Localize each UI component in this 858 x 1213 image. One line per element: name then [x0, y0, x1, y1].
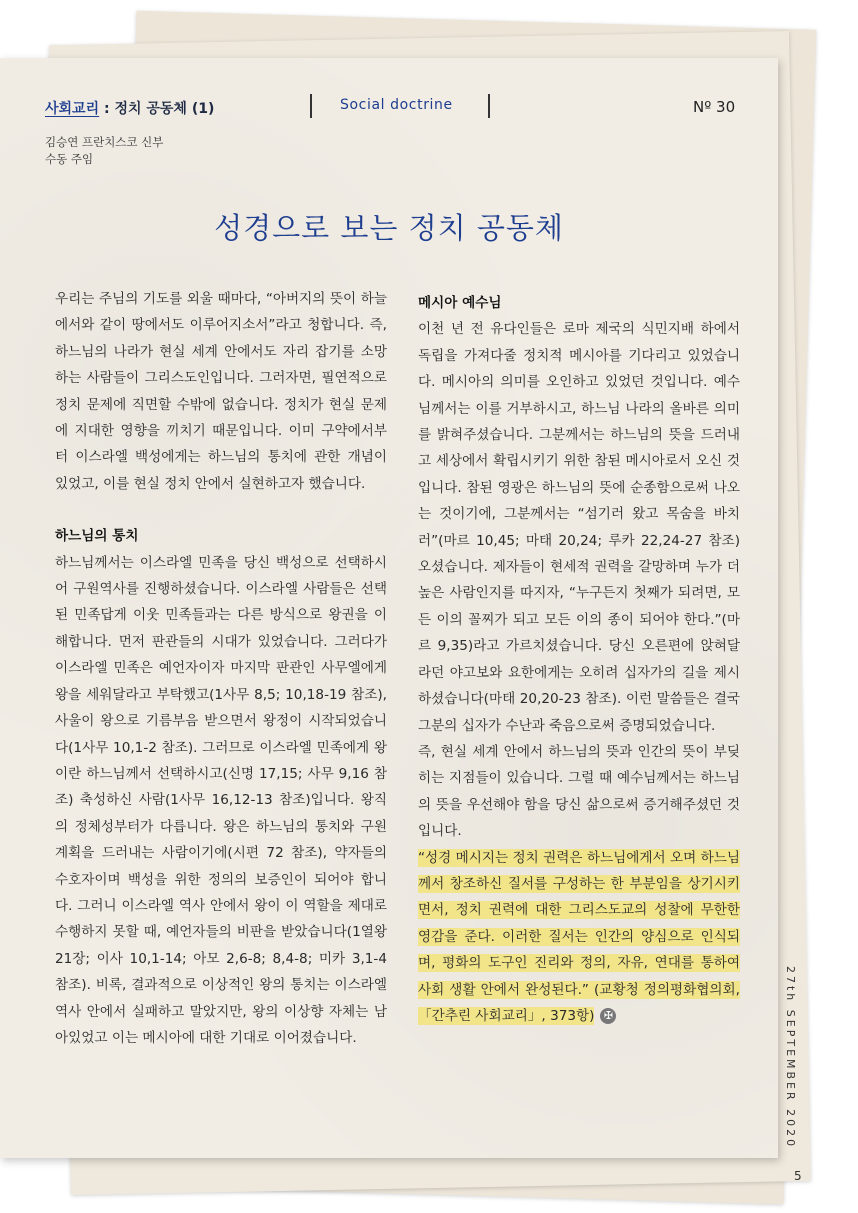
author-block	[45, 134, 163, 168]
issue-date: 27th SEPTEMBER 2020	[784, 966, 797, 1150]
intro-paragraph: 우리는 주님의 기도를 외울 때마다, “아버지의 뜻이 하늘에서와 같이 땅에서도 이루어지소서”라고 청합니다. 즉, 하느님의 나라가 현실 세계 안에서도 자리 잡기를 소망하는 사람들이 그리스도인입니다. 그러자면, 필연적으로 정치 문제에 직면할 수밖에 없습니다. 정치가 현실 문제에 지대한 영향을 끼치기 때문입니다. 이미 구약에서부터 이스라엘 백성에게는 하느님의 통치에 관한 개념이 있었고, 이를 현실 정치 안에서 실현하고자 했습니다.	[55, 291, 387, 492]
series-title: : 정치 공동체 (1)	[99, 101, 215, 117]
left-column	[55, 286, 387, 1051]
author-name: 김승연 프란치스코 신부	[45, 135, 164, 149]
page-number: 5	[794, 1169, 802, 1183]
cross-emblem-icon: ✠	[600, 1008, 616, 1024]
article-page	[0, 58, 797, 1158]
category-link[interactable]: 사회교리	[45, 101, 100, 117]
body-paragraph: 즉, 현실 세계 안에서 하느님의 뜻과 인간의 뜻이 부딪히는 지점들이 있습니다. 그럴 때 예수님께서는 하느님의 뜻을 우선해야 함을 당신 삶으로써 증거해주셨던 것입니다.	[418, 743, 740, 840]
section-heading: 메시아 예수님	[418, 295, 502, 311]
author-role: 수동 주임	[45, 152, 94, 166]
article-title: 성경으로 보는 정치 공동체	[214, 211, 564, 245]
right-column	[418, 290, 740, 1029]
body-paragraph: 하느님께서는 이스라엘 민족을 당신 백성으로 선택하시어 구원역사를 진행하셨습니다. 이스라엘 사람들은 선택된 민족답게 이웃 민족들과는 다른 방식으로 왕권을 이해합니다. 먼저 판관들의 시대가 있었습니다. 그러다가 이스라엘 민족은 예언자이자 마지막 판관인 사무엘에게 왕을 세워달라고 부탁했고(1사무 8,5; 10,18-19 참조), 사울이 왕으로 기름부음 받으면서 왕정이 시작되었습니다(1사무 10,1-2 참조). 그러므로 이스라엘 민족에게 왕이란 하느님께서 선택하시고(신명 17,15; 사무 9,16 참조) 축성하신 사람(1사무 16,12-13 참조)입니다. 왕직의 정체성부터가 다릅니다. 왕은 하느님의 통치와 구원계획을 드러내는 사람이기에(시편 72 참조), 약자들의 수호자이며 백성을 위한 정의의 보증인이 되어야 합니다. 그러니 이스라엘 역사 안에서 왕이 이 역할을 제대로 수행하지 못할 때, 예언자들의 비판을 받았습니다(1열왕 21장; 이사 10,1-14; 아모 2,6-8; 8,4-8; 미카 3,1-4 참조). 비록, 결과적으로 이상적인 왕의 통치는 이스라엘 역사 안에서 실패하고 말았지만, 왕의 이상향 자체는 남아있었고 이는 메시아에 대한 기대로 이어졌습니다.	[55, 554, 387, 1046]
header-divider	[488, 94, 490, 118]
highlighted-quote	[418, 845, 740, 1030]
header-divider	[310, 94, 312, 118]
english-title: Social doctrine	[340, 97, 453, 113]
quote-text: “성경 메시지는 정치 권력은 하느님에게서 오며 하느님께서 창조하신 질서를 구성하는 한 부분임을 상기시키면서, 정치 권력에 대한 그리스도교의 성찰에 무한한 영감을 준다. 이러한 질서는 인간의 양심으로 인식되며, 평화의 도구인 진리와 정의, 자유, 연대를 통하여 사회 생활 안에서 완성된다.” (교황청 정의평화협의회, 「간추린 사회교리」, 373항)	[418, 849, 740, 1024]
section-heading: 하느님의 통치	[55, 528, 139, 545]
spacer	[55, 497, 387, 523]
issue-number: Nº 30	[693, 98, 736, 116]
body-paragraph: 이천 년 전 유다인들은 로마 제국의 식민지배 하에서 독립을 가져다줄 정치적 메시아를 기다리고 있었습니다. 메시아의 의미를 오인하고 있었던 것입니다. 예수님께서는 이를 거부하시고, 하느님 나라의 올바른 의미를 밝혀주셨습니다. 그분께서는 하느님의 뜻을 드러내고 세상에서 확립시키기 위한 참된 메시아로서 오신 것입니다. 참된 영광은 하느님의 뜻에 순종함으로써 나오는 것이기에, 그분께서는 “섬기러 왔고 목숨을 바치러”(마르 10,45; 마태 20,24; 루카 22,24-27 참조) 오셨습니다. 제자들이 현세적 권력을 갈망하며 누가 더 높은 사람인지를 따지자, “누구든지 첫째가 되려면, 모든 이의 꼴찌가 되고 모든 이의 종이 되어야 한다.”(마르 9,35)라고 가르치셨습니다. 당신 오른편에 앉혀달라던 야고보와 요한에게는 오히려 십자가의 길을 제시하셨습니다(마태 20,20-23 참조). 이런 말씀들은 결국 그분의 십자가 수난과 죽음으로써 증명되었습니다.	[418, 321, 740, 734]
category-header	[45, 98, 214, 118]
